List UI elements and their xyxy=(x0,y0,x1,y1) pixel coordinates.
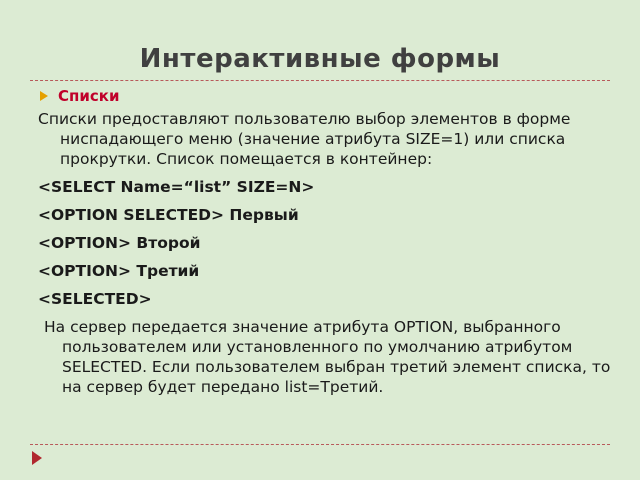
code-line-select: <SELECT Name=“list” SIZE=N> xyxy=(38,178,315,196)
code-line-option-2: <OPTION> Второй xyxy=(38,234,201,252)
bullet-heading: Списки xyxy=(58,87,120,105)
code-line-close: <SELECTED> xyxy=(38,290,152,308)
next-slide-arrow-icon[interactable] xyxy=(32,451,42,465)
bottom-divider xyxy=(30,444,610,445)
code-line-option-3: <OPTION> Третий xyxy=(38,262,200,280)
top-divider xyxy=(30,80,610,81)
slide-content xyxy=(38,86,618,397)
intro-paragraph: Списки предоставляют пользователю выбор элементов в форме ниспадающего меню (значение атрибута SIZE=1) или списка прокрутки. Список помещается в контейнер: xyxy=(38,110,571,168)
outro-paragraph: На сервер передается значение атрибута OPTION, выбранного пользователем или установленного по умолчанию атрибутом SELECTED. Если пользователем выбран третий элемент списка, то на сервер будет передано list=Третий. xyxy=(44,318,611,396)
slide-title: Интерактивные формы xyxy=(139,44,501,74)
triangle-bullet-icon xyxy=(40,91,48,101)
bullet-row xyxy=(38,86,618,106)
code-line-option-1: <OPTION SELECTED> Первый xyxy=(38,206,299,224)
